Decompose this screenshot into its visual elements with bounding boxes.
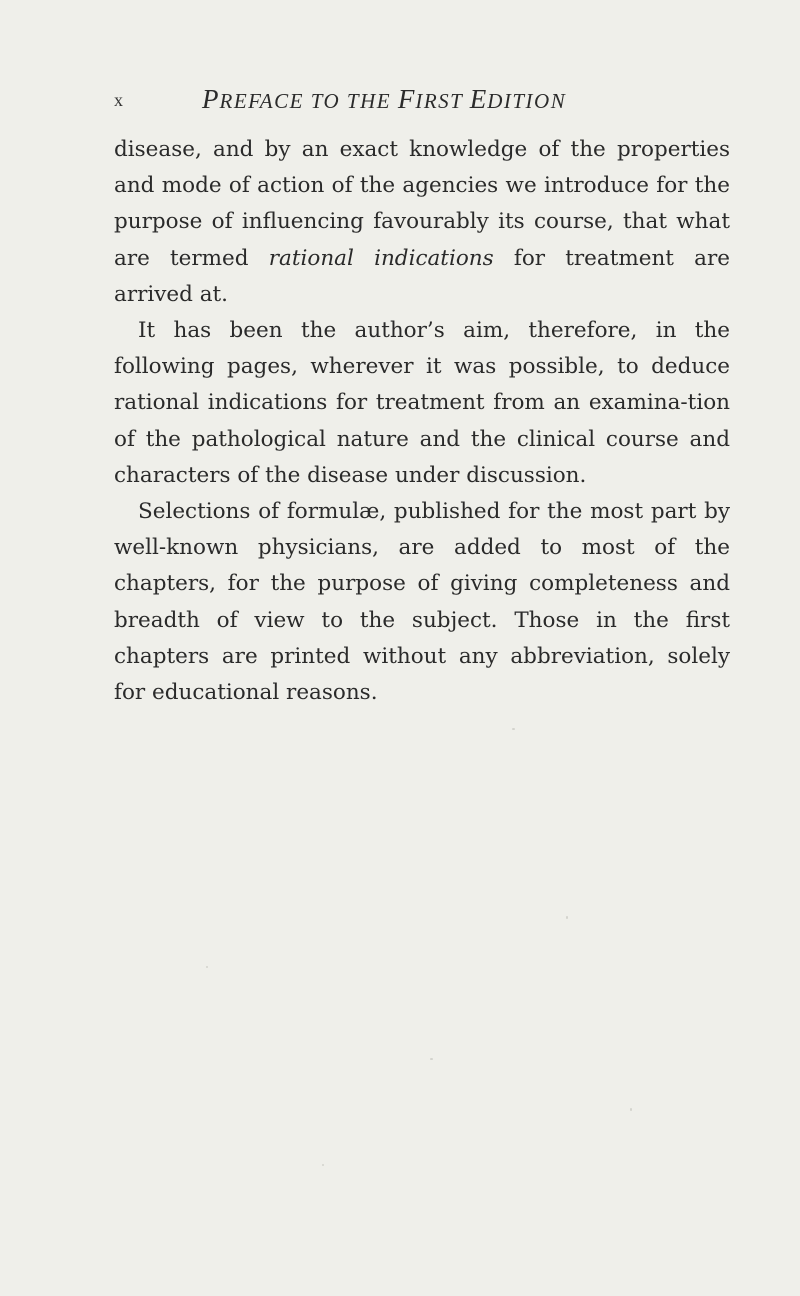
running-title xyxy=(202,84,566,115)
paragraph-formulae: Selections of formulæ, published for the most part by well-known physicians, are added to most of the chapters, for the purpose of giving completeness and breadth of view to the subject. Those in the first chapters are printed without any abbreviation, solely for educational reasons. xyxy=(114,499,730,706)
running-header xyxy=(108,84,748,120)
paper-speck xyxy=(206,966,208,968)
body-text xyxy=(114,132,730,711)
title-part: REFACE xyxy=(219,89,304,113)
title-cap: E xyxy=(469,84,488,114)
paper-speck xyxy=(430,1058,433,1060)
paragraph-author-aim: It has been the author’s aim, therefore, in the following pages, wherever it was possible, to deduce rational indications for treatment from an examina-tion of the pathological nature and the clinical course and characters of the disease under discussion. xyxy=(114,318,730,488)
paper-speck xyxy=(322,1164,324,1166)
emphasis-rational-indications: rational indications xyxy=(268,245,494,271)
title-cap: F xyxy=(397,84,416,114)
paper-speck xyxy=(566,916,568,919)
paragraph-continuation: disease, and by an exact knowledge of the properties and mode of action of the agencies we introduce for the purpose of influencing favourably its course, that what are termed rational indications for treatment are arrived at. xyxy=(114,137,730,307)
title-part: TO THE xyxy=(303,89,398,113)
title-part: DITION xyxy=(487,89,567,113)
title-part: IRST xyxy=(415,89,470,113)
paper-speck xyxy=(512,728,515,730)
paper-speck xyxy=(630,1108,632,1111)
page-number: x xyxy=(114,90,124,110)
title-cap: P xyxy=(202,84,220,114)
